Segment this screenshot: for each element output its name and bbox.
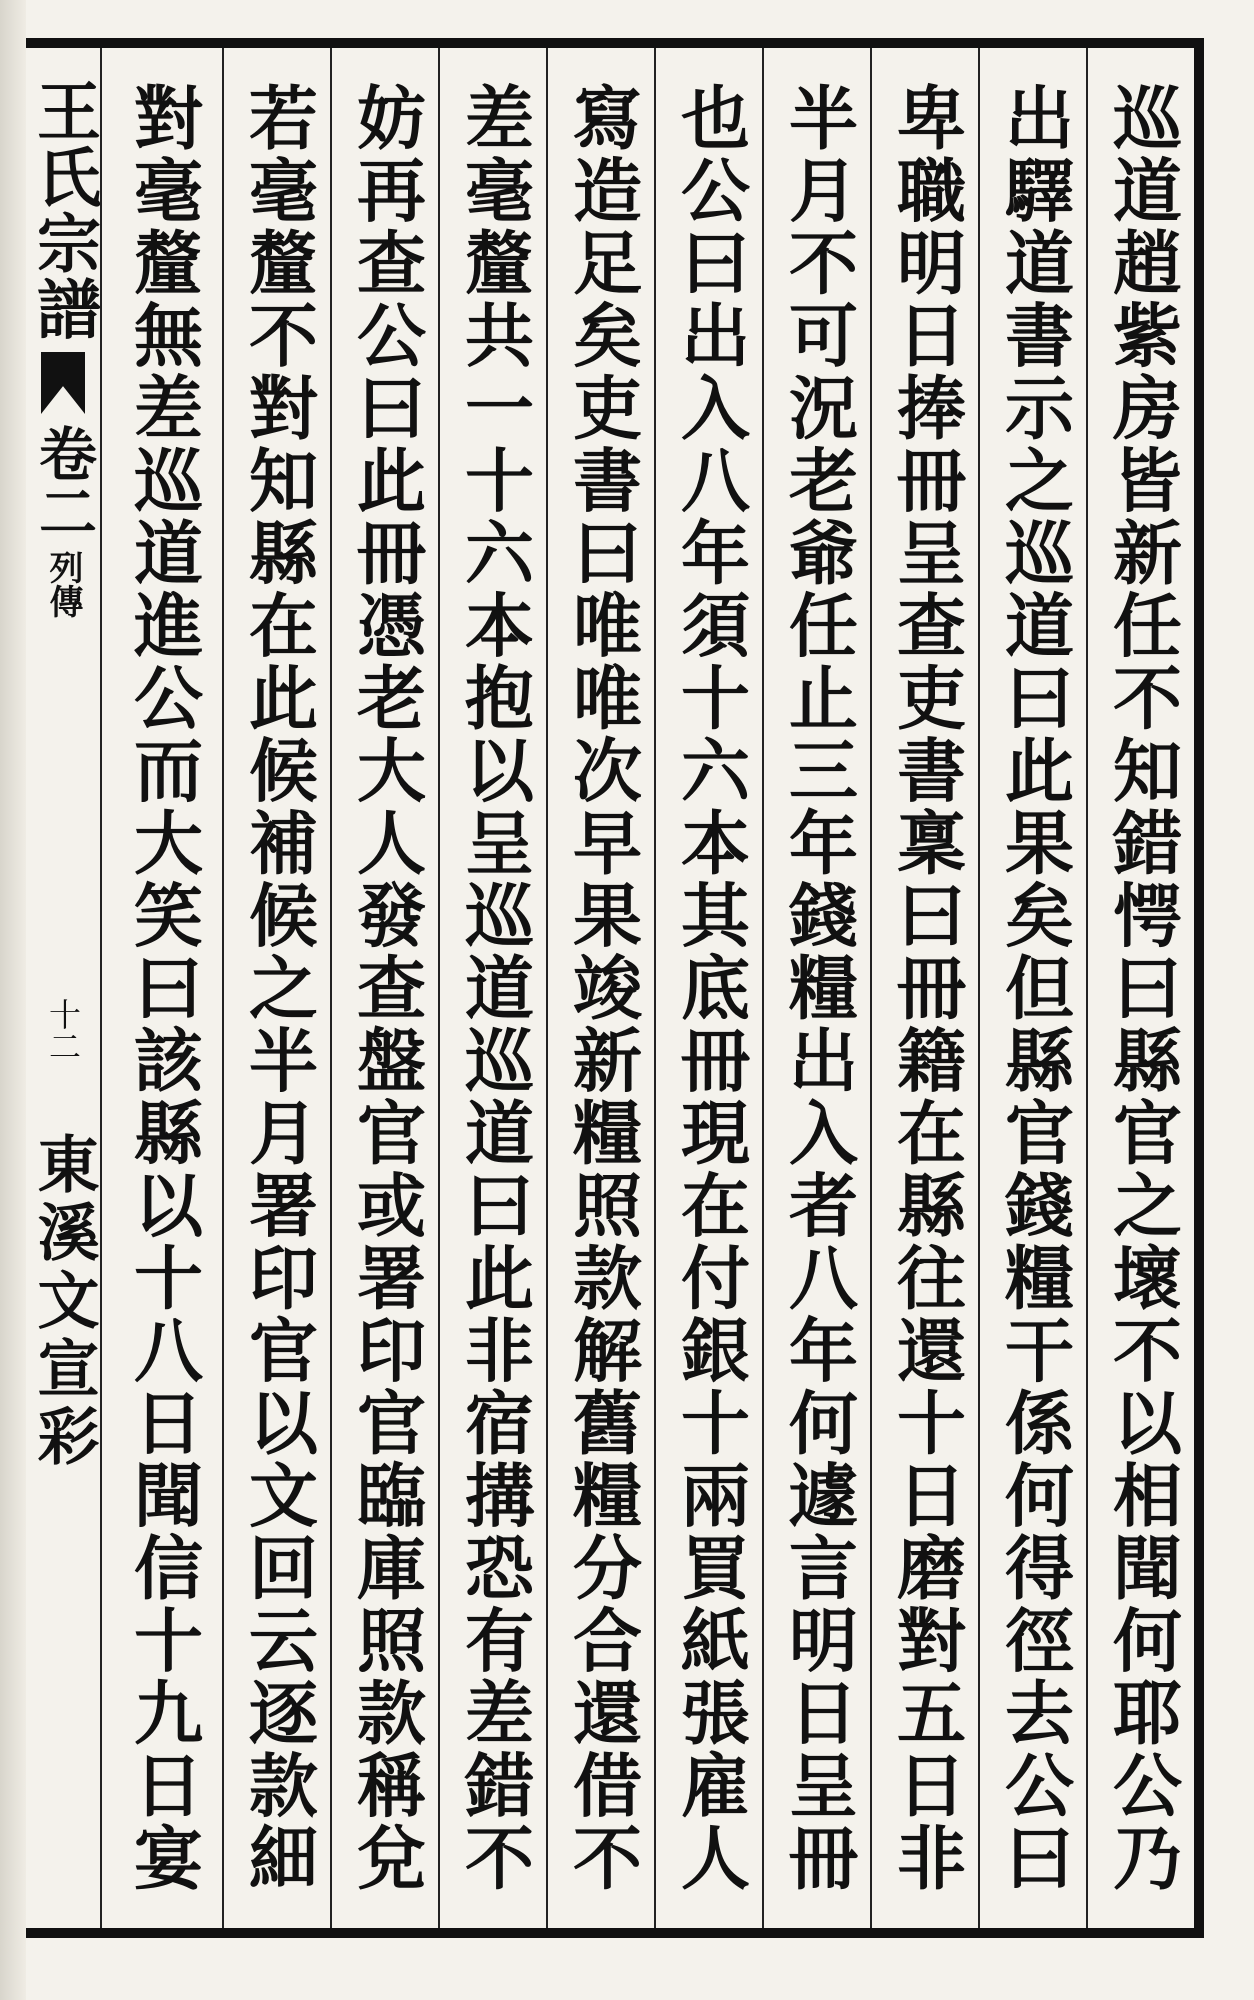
text-column-6	[546, 48, 654, 1928]
section-label: 列傳	[43, 550, 83, 618]
column-text: 半月不可況老爺任止三年錢糧出入者八年何遽言明日呈冊	[777, 82, 858, 1895]
printer-label: 東溪文宣彩	[27, 1132, 100, 1472]
text-column-3	[870, 48, 978, 1928]
book-title: 王氏宗譜	[26, 78, 101, 342]
column-text: 寫造足矣吏書曰唯唯次早果竣新糧照款解舊糧分合還借不	[561, 82, 642, 1895]
text-column-2	[978, 48, 1086, 1928]
fish-tail-mark	[41, 352, 85, 414]
column-text: 對毫釐無差巡道進公而大笑曰該縣以十八日聞信十九日宴	[122, 82, 203, 1895]
text-column-5	[654, 48, 762, 1928]
column-text: 出驛道書示之巡道曰此果矣但縣官錢糧干係何得徑去公曰	[993, 82, 1074, 1895]
page-edge	[0, 0, 26, 2000]
text-column-1	[1086, 48, 1194, 1928]
column-text: 也公曰出入八年須十六本其底冊現在付銀十兩買紙張雇人	[669, 82, 750, 1895]
text-column-7	[438, 48, 546, 1928]
text-column-10	[100, 48, 222, 1928]
text-column-9	[222, 48, 330, 1928]
text-column-8	[330, 48, 438, 1928]
page-margin	[26, 48, 100, 1928]
page-number: 十二	[44, 998, 82, 1062]
text-body	[100, 48, 1194, 1928]
volume-label: 卷二	[29, 424, 97, 540]
column-text: 若毫釐不對知縣在此候補候之半月署印官以文回云逐款細	[237, 82, 318, 1895]
column-text: 差毫釐共一十六本抱以呈巡道巡道曰此非宿搆恐有差錯不	[453, 82, 534, 1895]
column-text: 妨再查公曰此冊憑老大人發查盤官或署印官臨庫照款稱兌	[345, 82, 426, 1895]
column-text: 巡道趙紫房皆新任不知錯愕曰縣官之壞不以相聞何耶公乃	[1101, 82, 1182, 1895]
text-column-4	[762, 48, 870, 1928]
column-text: 卑職明日捧冊呈查吏書稟曰冊籍在縣往還十日磨對五日非	[885, 82, 966, 1895]
